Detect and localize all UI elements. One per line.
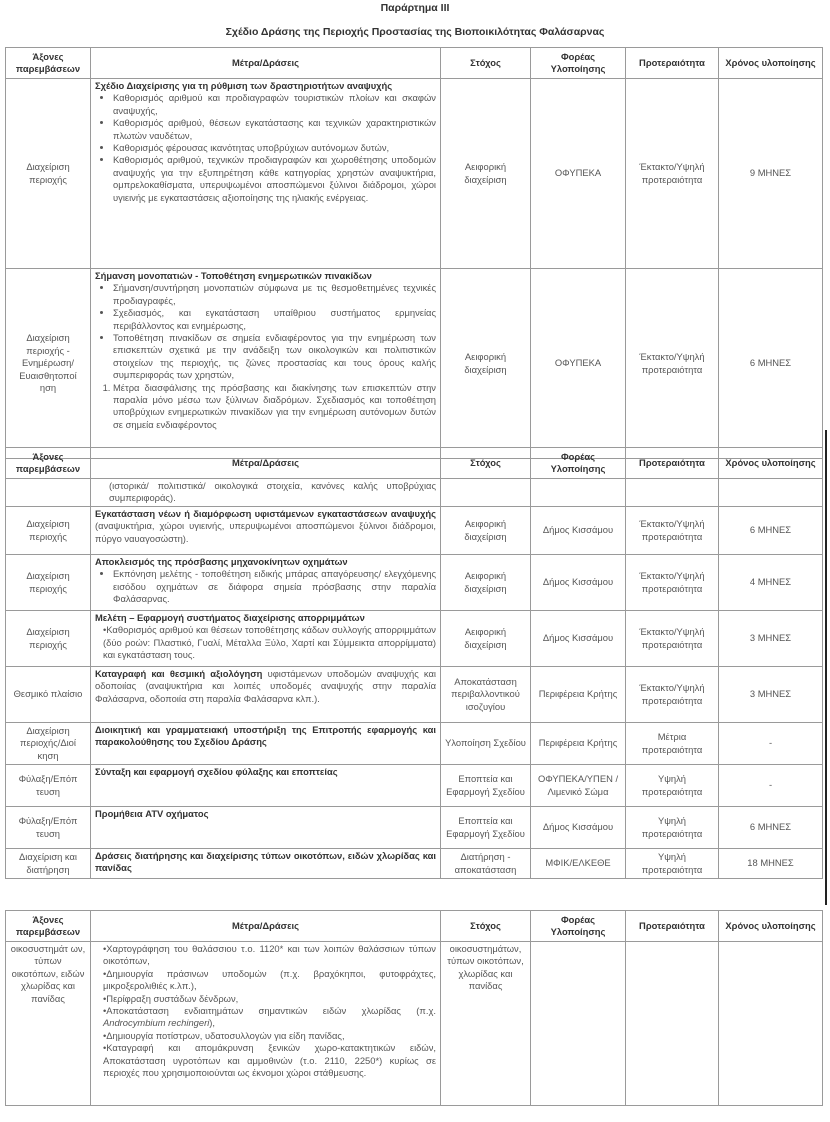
goal-cell: οικοσυστημάτων, τύπων οικοτόπων, χλωρίδας και πανίδας <box>441 942 531 1106</box>
time-cell: - <box>719 765 823 807</box>
measure-text: (αναψυκτήρια, χώροι υγιεινής, υπερυψωμένοι αποσπώμενοι ξύλινοι διάδρομοι, πύργο ναυαγοσώστη). <box>95 520 436 544</box>
header-body: Φορέας Υλοποίησης <box>531 911 626 942</box>
table-row <box>6 269 823 459</box>
time-cell <box>719 479 823 507</box>
axis-cell: Φύλαξη/Επόπ τευση <box>6 765 91 807</box>
body-cell: Δήμος Κισσάμου <box>531 507 626 555</box>
axis-cell <box>6 479 91 507</box>
header-priority: Προτεραιότητα <box>626 48 719 79</box>
measure-item: • Δημιουργία πράσινων υποδομών (π.χ. βραχόκηποι, φυτοφράχτες, μικροξερολιθιές κ.λπ.), <box>103 968 436 993</box>
measure-item <box>103 1005 436 1030</box>
measure-heading: Προμήθεια ATV οχήματος <box>95 808 209 819</box>
measure-item: • Εκπόνηση μελέτης - τοποθέτηση ειδικής μπάρας απαγόρευσης/ ελεγχόμενης εισόδου οχημάτων σε διάφορα σημεία πρόσβασης στην παραλία Φαλάσαρνας. <box>113 568 436 605</box>
table-row <box>6 507 823 555</box>
measures-cell <box>91 555 441 611</box>
priority-cell: Έκτακτο/Υψηλή προτεραιότητα <box>626 507 719 555</box>
measure-heading: Σήμανση μονοπατιών - Τοποθέτηση ενημερωτικών πινακίδων <box>95 270 372 281</box>
priority-cell: Έκτακτο/Υψηλή προτεραιότητα <box>626 79 719 269</box>
body-cell: ΟΦΥΠΕΚΑ <box>531 269 626 459</box>
goal-cell: Αειφορική διαχείριση <box>441 79 531 269</box>
table-header-row <box>6 911 823 942</box>
priority-cell <box>626 942 719 1106</box>
table-row <box>6 942 823 1106</box>
body-cell: Δήμος Κισσάμου <box>531 611 626 667</box>
time-cell: - <box>719 723 823 765</box>
axis-cell: Διαχείριση περιοχής <box>6 79 91 269</box>
priority-cell: Έκτακτο/Υψηλή προτεραιότητα <box>626 611 719 667</box>
measures-cell <box>91 942 441 1106</box>
table-header-row <box>6 448 823 479</box>
action-plan-table-part-2 <box>5 447 823 879</box>
measure-heading: Διοικητική και γραμματειακή υποστήριξη της Επιτροπής εφαρμογής και παρακολούθησης του Σχεδίου Δράσης <box>95 724 436 748</box>
header-measures: Μέτρα/Δράσεις <box>91 911 441 942</box>
table-row <box>6 79 823 269</box>
axis-cell: Διαχείριση περιοχής <box>6 611 91 667</box>
measure-item: • Καθορισμός αριθμού και θέσεων τοποθέτησης κάδων συλλογής απορριμμάτων (δύο ροών: Πλαστικό, Γυαλί, Μέταλλα Ξύλο, Χαρτί και Σύμμεικτα απορρίμματα) και εγκατάσταση τους. <box>103 624 436 661</box>
table-row <box>6 667 823 723</box>
measure-item: • Περίφραξη συστάδων δένδρων, <box>103 993 436 1005</box>
priority-cell <box>626 479 719 507</box>
measure-heading: Εγκατάσταση νέων ή διαμόρφωση υφιστάμενων εγκαταστάσεων αναψυχής <box>95 508 436 519</box>
measure-item: • Καταγραφή και απομάκρυνση ξενικών χωρο-κατακτητικών ειδών, Αποκατάσταση υγροτόπων και αμμοθινών (τ.ο. 2110, 2250*) κυρίως σε περιοχές που χρησιμοποιούνται ως έκνομοι χώροι στάθμευσης. <box>103 1042 436 1079</box>
header-goal: Στόχος <box>441 448 531 479</box>
time-cell: 3 ΜΗΝΕΣ <box>719 611 823 667</box>
time-cell: 6 ΜΗΝΕΣ <box>719 507 823 555</box>
measure-heading: Σχέδιο Διαχείρισης για τη ρύθμιση των δραστηριοτήτων αναψυχής <box>95 80 393 91</box>
measure-heading: Καταγραφή και θεσμική αξιολόγηση <box>95 668 263 679</box>
body-cell: ΟΦΥΠΕΚΑ/ΥΠΕΝ / Λιμενικό Σώμα <box>531 765 626 807</box>
measure-list <box>95 568 436 605</box>
time-cell: 3 ΜΗΝΕΣ <box>719 667 823 723</box>
measure-heading: Αποκλεισμός της πρόσβασης μηχανοκίνητων οχημάτων <box>95 556 348 567</box>
priority-cell: Υψηλή προτεραιότητα <box>626 849 719 879</box>
body-cell: ΜΦΙΚ/ΕΛΚΕΘΕ <box>531 849 626 879</box>
measures-continuation: (ιστορικά/ πολιτιστικά/ οικολογικά στοιχεία, κανόνες καλής υποβρύχιας συμπεριφοράς). <box>91 479 441 507</box>
header-priority: Προτεραιότητα <box>626 911 719 942</box>
goal-cell: Διατήρηση - αποκατάσταση <box>441 849 531 879</box>
measures-cell <box>91 723 441 765</box>
measure-item: • Καθορισμός φέρουσας ικανότητας υποβρύχιων αυτόνομων δυτών, <box>113 142 436 154</box>
goal-cell: Αειφορική διαχείριση <box>441 611 531 667</box>
body-cell <box>531 479 626 507</box>
table-row <box>6 807 823 849</box>
measure-item: • Σχεδιασμός, και εγκατάσταση υπαίθριου συστήματος ερμηνείας περιβάλλοντος και ενημέρωσης, <box>113 307 436 332</box>
measure-heading: Δράσεις διατήρησης και διαχείρισης τύπων οικοτόπων, ειδών χλωρίδας και πανίδας <box>95 850 436 874</box>
time-cell <box>719 942 823 1106</box>
measure-item: • Καθορισμός αριθμού και προδιαγραφών τουριστικών πλοίων και σκαφών αναψυχής, <box>113 92 436 117</box>
measure-list <box>95 92 436 204</box>
measures-cell <box>91 611 441 667</box>
priority-cell: Υψηλή προτεραιότητα <box>626 807 719 849</box>
time-cell: 6 ΜΗΝΕΣ <box>719 807 823 849</box>
table-row <box>6 765 823 807</box>
goal-cell: Αειφορική διαχείριση <box>441 555 531 611</box>
priority-cell: Μέτρια προτεραιότητα <box>626 723 719 765</box>
priority-cell: Έκτακτο/Υψηλή προτεραιότητα <box>626 555 719 611</box>
header-priority: Προτεραιότητα <box>626 448 719 479</box>
goal-cell: Αειφορική διαχείριση <box>441 507 531 555</box>
measure-item: • Καθορισμός αριθμού, τεχνικών προδιαγραφών και χωροθέτησης υποδομών αναψυχής για την εξυπηρέτηση κάθε κατηγορίας χρηστών αναψυκτήρια, ομπρελοκαθίσματα, υπερυψωμένοι αποσπώμενοι ξύλινοι διάδρομοι, χώροι υγιεινής με εγκαταστάσεις αξιοποίησης της ηλιακής ενέργειας. <box>113 154 436 204</box>
table-row <box>6 611 823 667</box>
header-time: Χρόνος υλοποίησης <box>719 911 823 942</box>
header-goal: Στόχος <box>441 911 531 942</box>
action-plan-table-part-3 <box>5 910 823 1106</box>
annex-label: Παράρτημα III <box>380 2 450 14</box>
header-body: Φορέας Υλοποίησης <box>531 448 626 479</box>
axis-cell: Διαχείριση περιοχής/Διοί κηση <box>6 723 91 765</box>
measure-text: υφιστάμενων υποδομών αναψυχής και οδοποιίας (αναψυκτήρια και λοιπές υποδομές αναψυχής στην παραλία Φαλάσαρνα, οδοποιία στη παραλία Φαλάσαρνα κλπ.). <box>95 668 436 704</box>
body-cell: Περιφέρεια Κρήτης <box>531 667 626 723</box>
measure-item: • Δημιουργία ποτίστρων, υδατοσυλλογών για είδη πανίδας, <box>103 1030 436 1042</box>
goal-cell: Αειφορική διαχείριση <box>441 269 531 459</box>
body-cell: ΟΦΥΠΕΚΑ <box>531 79 626 269</box>
measure-item: • Τοποθέτηση πινακίδων σε σημεία ενδιαφέροντος για την ενημέρωση των επισκεπτών σχετικά με την ανάδειξη των οικολογικών και πολιτιστικών στοιχείων της περιοχής, τις ζώνες προστασίας και τους όρους καλής συμπεριφοράς των χρηστών, <box>113 332 436 382</box>
measures-cell <box>91 269 441 459</box>
header-goal: Στόχος <box>441 48 531 79</box>
measures-cell <box>91 507 441 555</box>
measures-cell <box>91 765 441 807</box>
time-cell: 18 ΜΗΝΕΣ <box>719 849 823 879</box>
header-body: Φορέας Υλοποίησης <box>531 48 626 79</box>
header-axes: Άξονες παρεμβάσεων <box>6 448 91 479</box>
species-name: Androcymbium rechingeri <box>103 1017 210 1029</box>
body-cell: Περιφέρεια Κρήτης <box>531 723 626 765</box>
axis-cell: Διαχείριση περιοχής <box>6 555 91 611</box>
measures-cell <box>91 79 441 269</box>
table-row-continuation <box>6 479 823 507</box>
goal-cell: Υλοποίηση Σχεδίου <box>441 723 531 765</box>
document-title: Σχέδιο Δράσης της Περιοχής Προστασίας της Βιοποικιλότητας Φαλάσαρνας <box>225 26 605 38</box>
axis-cell: Διαχείριση περιοχής - Ενημέρωση/ Ευαισθητοποί ηση <box>6 269 91 459</box>
table-row <box>6 849 823 879</box>
priority-cell: Υψηλή προτεραιότητα <box>626 765 719 807</box>
header-measures: Μέτρα/Δράσεις <box>91 48 441 79</box>
goal-cell <box>441 479 531 507</box>
header-time: Χρόνος υλοποίησης <box>719 48 823 79</box>
priority-cell: Έκτακτο/Υψηλή προτεραιότητα <box>626 269 719 459</box>
measure-item: • Χαρτογράφηση του θαλάσσιου τ.ο. 1120* και των λοιπών θαλάσσιων τύπων οικοτόπων, <box>103 943 436 968</box>
priority-cell: Έκτακτο/Υψηλή προτεραιότητα <box>626 667 719 723</box>
body-cell: Δήμος Κισσάμου <box>531 807 626 849</box>
action-plan-table-part-1 <box>5 47 823 459</box>
measure-list <box>95 624 436 661</box>
measure-heading: Μελέτη – Εφαρμογή συστήματος διαχείρισης απορριμμάτων <box>95 612 365 623</box>
table-row <box>6 555 823 611</box>
measure-text: Αποκατάσταση ενδιαιτημάτων σημαντικών ειδών χλωρίδας (π.χ. <box>106 1005 436 1017</box>
time-cell: 9 ΜΗΝΕΣ <box>719 79 823 269</box>
time-cell: 4 ΜΗΝΕΣ <box>719 555 823 611</box>
measures-cell <box>91 667 441 723</box>
measure-heading: Σύνταξη και εφαρμογή σχεδίου φύλαξης και εποπτείας <box>95 766 338 777</box>
table-row <box>6 723 823 765</box>
goal-cell: Εποπτεία και Εφαρμογή Σχεδίου <box>441 807 531 849</box>
table-header-row <box>6 48 823 79</box>
measures-cell <box>91 807 441 849</box>
time-cell: 6 ΜΗΝΕΣ <box>719 269 823 459</box>
body-cell: Δήμος Κισσάμου <box>531 555 626 611</box>
axis-cell: οικοσυστημάτ ων, τύπων οικοτόπων, ειδών χλωρίδας και πανίδας <box>6 942 91 1106</box>
axis-cell: Διαχείριση και διατήρηση <box>6 849 91 879</box>
goal-cell: Αποκατάσταση περιβαλλοντικού ισοζυγίου <box>441 667 531 723</box>
measure-list <box>95 943 436 1079</box>
measure-item: • Σήμανση/συντήρηση μονοπατιών σύμφωνα με τις θεσμοθετημένες τεχνικές προδιαγραφές, <box>113 282 436 307</box>
measure-item: 1. Μέτρα διασφάλισης της πρόσβασης και διακίνησης των επισκεπτών στην παραλία μόνο μέσω των ξύλινων διαδρόμων. Σχεδιασμός και τοποθέτηση υποβρύχιων ενημερωτικών πινακίδων για την ενημέρωση αυτόνομων δυτών σε σημεία ενδιαφέροντος <box>113 382 436 432</box>
header-measures: Μέτρα/Δράσεις <box>91 448 441 479</box>
measure-list <box>95 282 436 381</box>
measures-cell <box>91 849 441 879</box>
axis-cell: Θεσμικό πλαίσιο <box>6 667 91 723</box>
header-time: Χρόνος υλοποίησης <box>719 448 823 479</box>
header-axes: Άξονες παρεμβάσεων <box>6 911 91 942</box>
scan-edge <box>825 430 827 905</box>
measure-item: • Καθορισμός αριθμού, θέσεων εγκατάστασης και τεχνικών χαρακτηριστικών πλωτών ναυδέτων, <box>113 117 436 142</box>
goal-cell: Εποπτεία και Εφαρμογή Σχεδίου <box>441 765 531 807</box>
header-axes: Άξονες παρεμβάσεων <box>6 48 91 79</box>
axis-cell: Φύλαξη/Επόπ τευση <box>6 807 91 849</box>
axis-cell: Διαχείριση περιοχής <box>6 507 91 555</box>
measure-text: ), <box>209 1017 216 1029</box>
body-cell <box>531 942 626 1106</box>
measure-numbered-list <box>95 382 436 432</box>
